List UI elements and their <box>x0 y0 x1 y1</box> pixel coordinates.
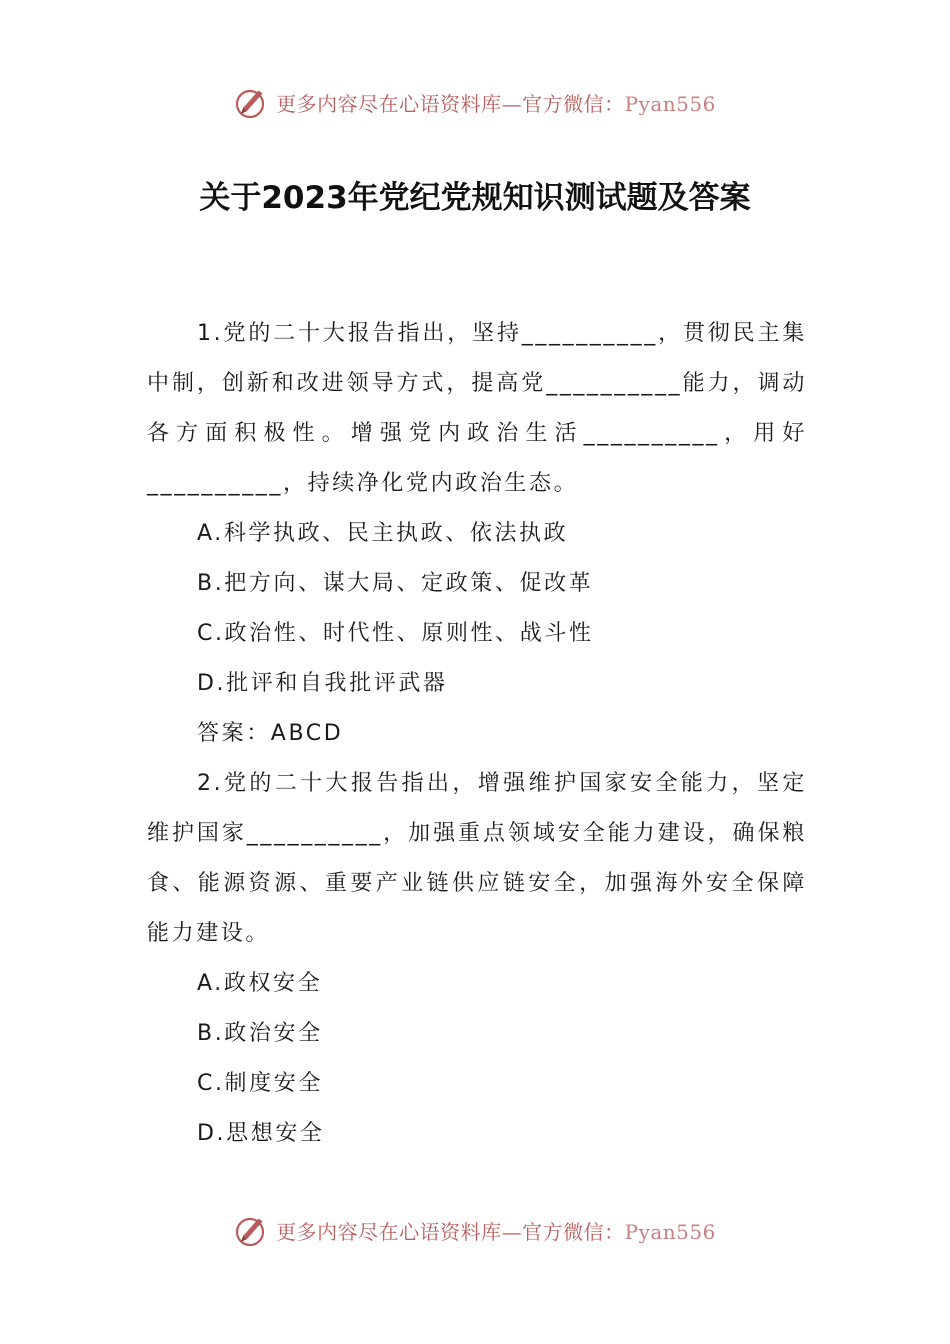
pen-logo-icon <box>234 84 270 120</box>
question-2-option-b: B.政治安全 <box>197 1021 323 1046</box>
question-2-option-d: D.思想安全 <box>197 1121 325 1146</box>
question-1-option-a: A.科学执政、民主执政、依法执政 <box>197 521 569 546</box>
header-banner <box>0 82 950 122</box>
document-body <box>147 309 807 1159</box>
question-1-text: 1.党的二十大报告指出，坚持__________，贯彻民主集中制，创新和改进领导方式，提高党__________能力，调动各方面积极性。增强党内政治生活__________，用好__________，持续净化党内政治生态。 <box>147 321 807 496</box>
question-1-option-c: C.政治性、时代性、原则性、战斗性 <box>197 621 594 646</box>
question-2-option-c: C.制度安全 <box>197 1071 323 1096</box>
question-2-option-a: A.政权安全 <box>197 971 323 996</box>
question-2-text: 2.党的二十大报告指出，增强维护国家安全能力，坚定维护国家__________，加强重点领域安全能力建设，确保粮食、能源资源、重要产业链供应链安全，加强海外安全保障能力建设。 <box>147 771 807 946</box>
footer-banner <box>0 1210 950 1250</box>
banner-wechat-id: Pyan556 <box>624 1219 716 1244</box>
banner-text <box>276 1216 716 1245</box>
banner-text <box>276 88 716 117</box>
question-1-option-d: D.批评和自我批评武器 <box>197 671 448 696</box>
document-title: 关于2023年党纪党规知识测试题及答案 <box>199 180 751 216</box>
banner-wechat-id: Pyan556 <box>624 91 716 116</box>
banner-promo: 更多内容尽在心语资料库—官方微信： <box>276 91 625 116</box>
question-1-answer: 答案：ABCD <box>197 721 344 746</box>
question-1-option-b: B.把方向、谋大局、定政策、促改革 <box>197 571 594 596</box>
banner-promo: 更多内容尽在心语资料库—官方微信： <box>276 1219 625 1244</box>
pen-logo-icon <box>234 1212 270 1248</box>
